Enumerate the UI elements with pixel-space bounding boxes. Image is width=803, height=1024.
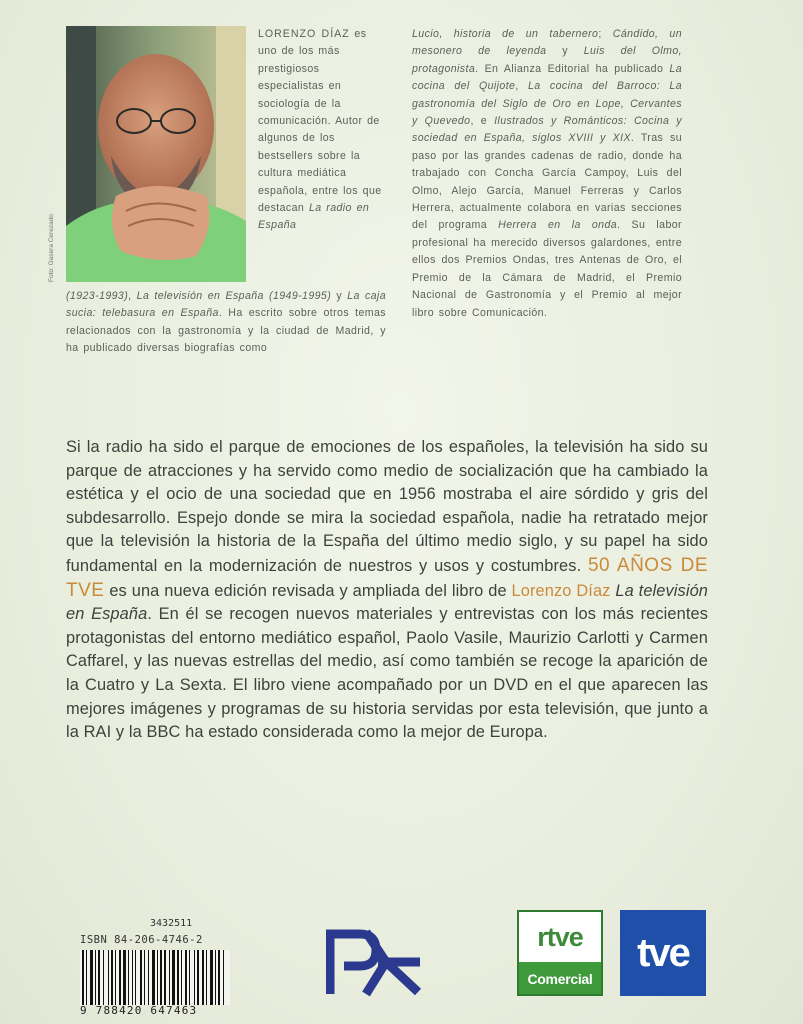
barcode-bar [103,950,104,1005]
barcode-bar [223,950,224,1005]
barcode-bar [140,950,142,1005]
rtve-logo-text: rtve [519,912,601,962]
isbn-number: ISBN 84-206-4746-2 [80,934,203,946]
barcode-bar [218,950,220,1005]
author-photo [66,26,246,282]
barcode-bar [115,950,116,1005]
barcode-bar [123,950,126,1005]
barcode-bar [210,950,213,1005]
barcode-bar [164,950,166,1005]
barcode-bar [197,950,199,1005]
author-bio-right-column: Lucio, historia de un tabernero; Cándido, un mesonero de leyenda y Luis del Olmo, protagonista. En Alianza Editorial ha publicado La cocina del Quijote, La cocina del Barroco: La gastronomía del Siglo de Oro en Lope, Cervantes y Quevedo, e Ilustrados y Románticos: Cocina y sociedad en España, siglos XVIII y XIX. Tras su paso por las grandes cadenas de radio, donde ha trabajado con Concha García Campoy, Luis del Olmo, Alejo García, Manuel Ferreras y Carlos Herrera, actualmente colabora en varias secciones del programa Herrera en la onda. Su labor profesional ha merecido diversos galardones, entre ellos dos Premios Ondas, tres Antenas de Oro, el Premio de la Cámara de Madrid, el Premio Nacional de Gastronomía y el Premio al mejor libro sobre Comunicación. [412,28,683,319]
author-bio-beside-photo: LORENZO DÍAZ es uno de los más prestigiosos especialistas en sociología de la comunicación. Autor de algunos de los bestsellers sobre la cultura mediática española, entre los que destacan La radio en España [258,28,382,232]
barcode-code: 3432511 [150,918,193,929]
barcode-bar [111,950,113,1005]
barcode-bars [80,950,230,1005]
barcode [80,950,230,1005]
tve-logo-text: tve [637,930,689,975]
barcode-bar [157,950,158,1005]
barcode-bar [160,950,162,1005]
barcode-bar [82,950,84,1005]
rtve-comercial-logo [517,910,603,996]
barcode-bar [152,950,155,1005]
author-bio-under-photo: (1923-1993), La televisión en España (1949-1995) y La caja sucia: telebasura en España. Ha escrito sobre otros temas relacionados con la gastronomía y la ciudad de Madrid, y ha publicado diversas biografías como [66,290,386,355]
barcode-bar [128,950,129,1005]
author-portrait-image [66,26,246,282]
book-synopsis: Si la radio ha sido el parque de emociones de los españoles, la televisión ha sido su parque de atracciones y ha servido como medio de socialización que ha cambiado la estética y el ocio de una sociedad que en 1956 mostraba el aire sórdido y gris del subdesarrollo. Espejo donde se mira la sociedad española, nadie ha retratado mejor que la televisión la historia de la España del último medio siglo, y su papel ha sido fundamental en la modernización de nuestros y usos y costumbres. 50 AÑOS DE TVE es una nueva edición revisada y ampliada del libro de Lorenzo Díaz La televisión en España. En él se recogen nuevos materiales y entrevistas con los más recientes protagonistas del entorno mediático español, Paolo Vasile, Maurizio Carlotti y Carmen Caffarel, y las nuevas estrellas del medio, así como también se recoge la aparición de la Cuatro y La Sexta. El libro viene acompañado por un DVD en el que aparecen las mejores imágenes y programas de su historia servidas por esta televisión, que junto a la RAI y la BBC ha estado considerada como la mejor de Europa. [66,438,709,742]
barcode-bar [189,950,190,1005]
alianza-logo-icon [326,926,422,998]
barcode-bar [215,950,216,1005]
barcode-digits: 9 788420 647463 [80,1004,198,1017]
barcode-bar [98,950,100,1005]
barcode-bar [148,950,149,1005]
barcode-bar [108,950,109,1005]
barcode-bar [172,950,175,1005]
barcode-bar [86,950,87,1005]
barcode-bar [202,950,204,1005]
tve-logo [620,910,706,996]
barcode-bar [181,950,182,1005]
rtve-comercial-text: Comercial [527,971,593,987]
barcode-bar [95,950,96,1005]
barcode-bar [132,950,133,1005]
barcode-bar [135,950,136,1005]
publisher-logo [326,926,422,998]
barcode-bar [144,950,145,1005]
barcode-bar [185,950,187,1005]
barcode-bar [90,950,93,1005]
barcode-bar [169,950,170,1005]
barcode-bar [206,950,207,1005]
barcode-bar [119,950,121,1005]
photo-credit: Foto: Gasera Cerezado [48,214,55,282]
barcode-bar [177,950,179,1005]
barcode-bar [194,950,195,1005]
